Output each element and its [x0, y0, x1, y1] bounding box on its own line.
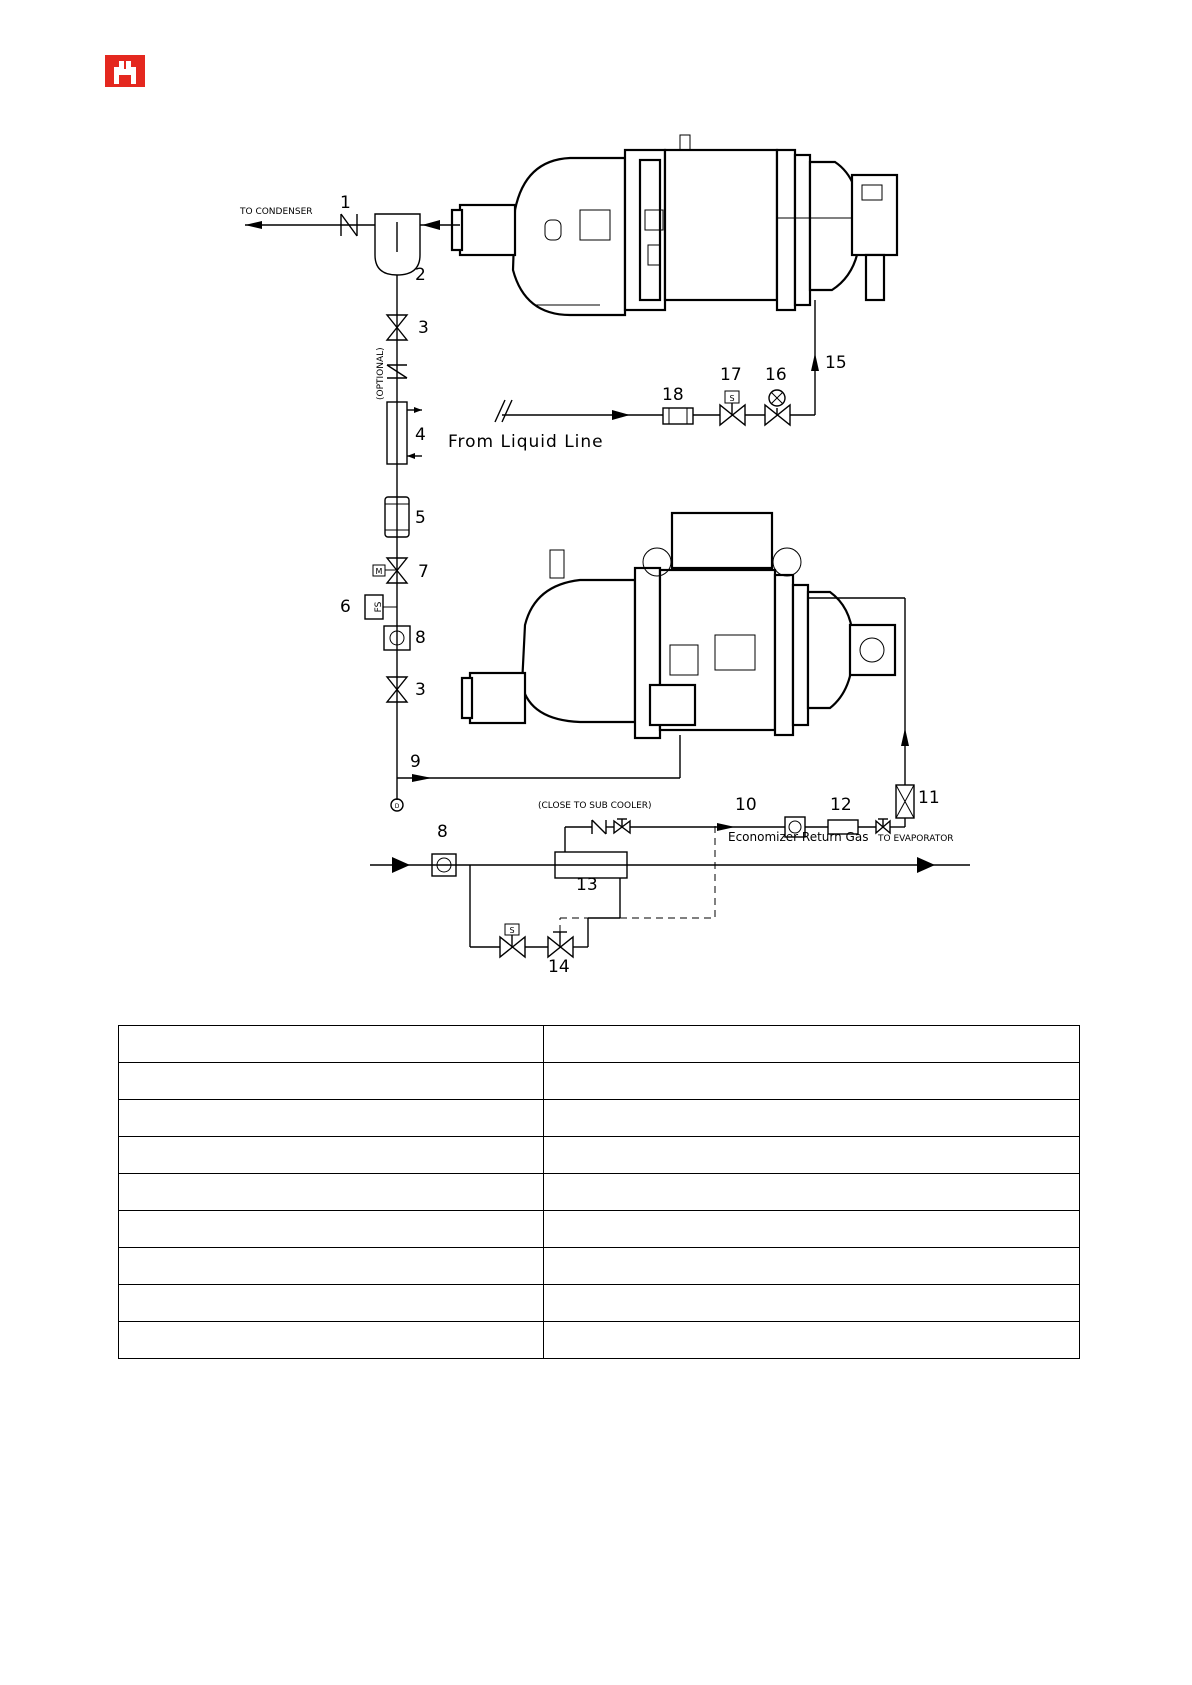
motor-label: M [375, 567, 383, 576]
table-cell [544, 1063, 1080, 1100]
callout-16: 16 [765, 365, 787, 385]
callout-9: 9 [410, 752, 421, 772]
table-cell [544, 1137, 1080, 1174]
callout-4: 4 [415, 425, 426, 445]
callout-7: 7 [418, 562, 429, 582]
table-cell [119, 1100, 544, 1137]
table-cell [544, 1100, 1080, 1137]
table-row [119, 1174, 1080, 1211]
callout-1: 1 [340, 193, 351, 213]
close-to-sub-cooler-label: (CLOSE TO SUB COOLER) [538, 801, 652, 811]
callout-3-top: 3 [418, 318, 429, 338]
table-row [119, 1285, 1080, 1322]
table-row [119, 1248, 1080, 1285]
table-cell [544, 1322, 1080, 1359]
table-cell [544, 1285, 1080, 1322]
callout-14: 14 [548, 957, 570, 977]
callout-6: 6 [340, 597, 351, 617]
table-row [119, 1100, 1080, 1137]
callout-3-bottom: 3 [415, 680, 426, 700]
table-row [119, 1137, 1080, 1174]
table-cell [544, 1211, 1080, 1248]
to-evaporator-label: TO EVAPORATOR [878, 834, 954, 844]
economizer-return-gas-label: Economizer Return Gas [728, 830, 869, 844]
drain-label: D [394, 803, 400, 810]
table-cell [119, 1322, 544, 1359]
callout-17: 17 [720, 365, 742, 385]
callout-5: 5 [415, 508, 426, 528]
callout-15: 15 [825, 353, 847, 373]
to-condenser-label: TO CONDENSER [240, 207, 313, 217]
table-row [119, 1211, 1080, 1248]
valve-s-label: S [729, 394, 735, 403]
table-cell [119, 1137, 544, 1174]
callout-13: 13 [576, 875, 598, 895]
table-cell [119, 1063, 544, 1100]
table-cell [544, 1174, 1080, 1211]
callout-8-bottom: 8 [437, 822, 448, 842]
liquid-injection-line [495, 300, 819, 425]
table-cell [119, 1174, 544, 1211]
valve-s-label-bottom: S [509, 926, 515, 935]
table-row [119, 1063, 1080, 1100]
from-liquid-line-label: From Liquid Line [448, 432, 604, 452]
table-cell [119, 1026, 544, 1063]
table-cell [119, 1248, 544, 1285]
table-cell [119, 1211, 544, 1248]
optional-label: (OPTIONAL) [376, 347, 386, 400]
flow-switch-label: FS [374, 601, 384, 613]
callout-10: 10 [735, 795, 757, 815]
table-cell [544, 1248, 1080, 1285]
parts-table [118, 1025, 1080, 1359]
callout-11: 11 [918, 788, 940, 808]
table-row [119, 1026, 1080, 1063]
callout-12: 12 [830, 795, 852, 815]
callout-18: 18 [662, 385, 684, 405]
table-cell [544, 1026, 1080, 1063]
compressor-middle [462, 513, 905, 785]
callout-8-left: 8 [415, 628, 426, 648]
compressor-top [452, 135, 897, 315]
table-row [119, 1322, 1080, 1359]
callout-2: 2 [415, 265, 426, 285]
table-cell [119, 1285, 544, 1322]
